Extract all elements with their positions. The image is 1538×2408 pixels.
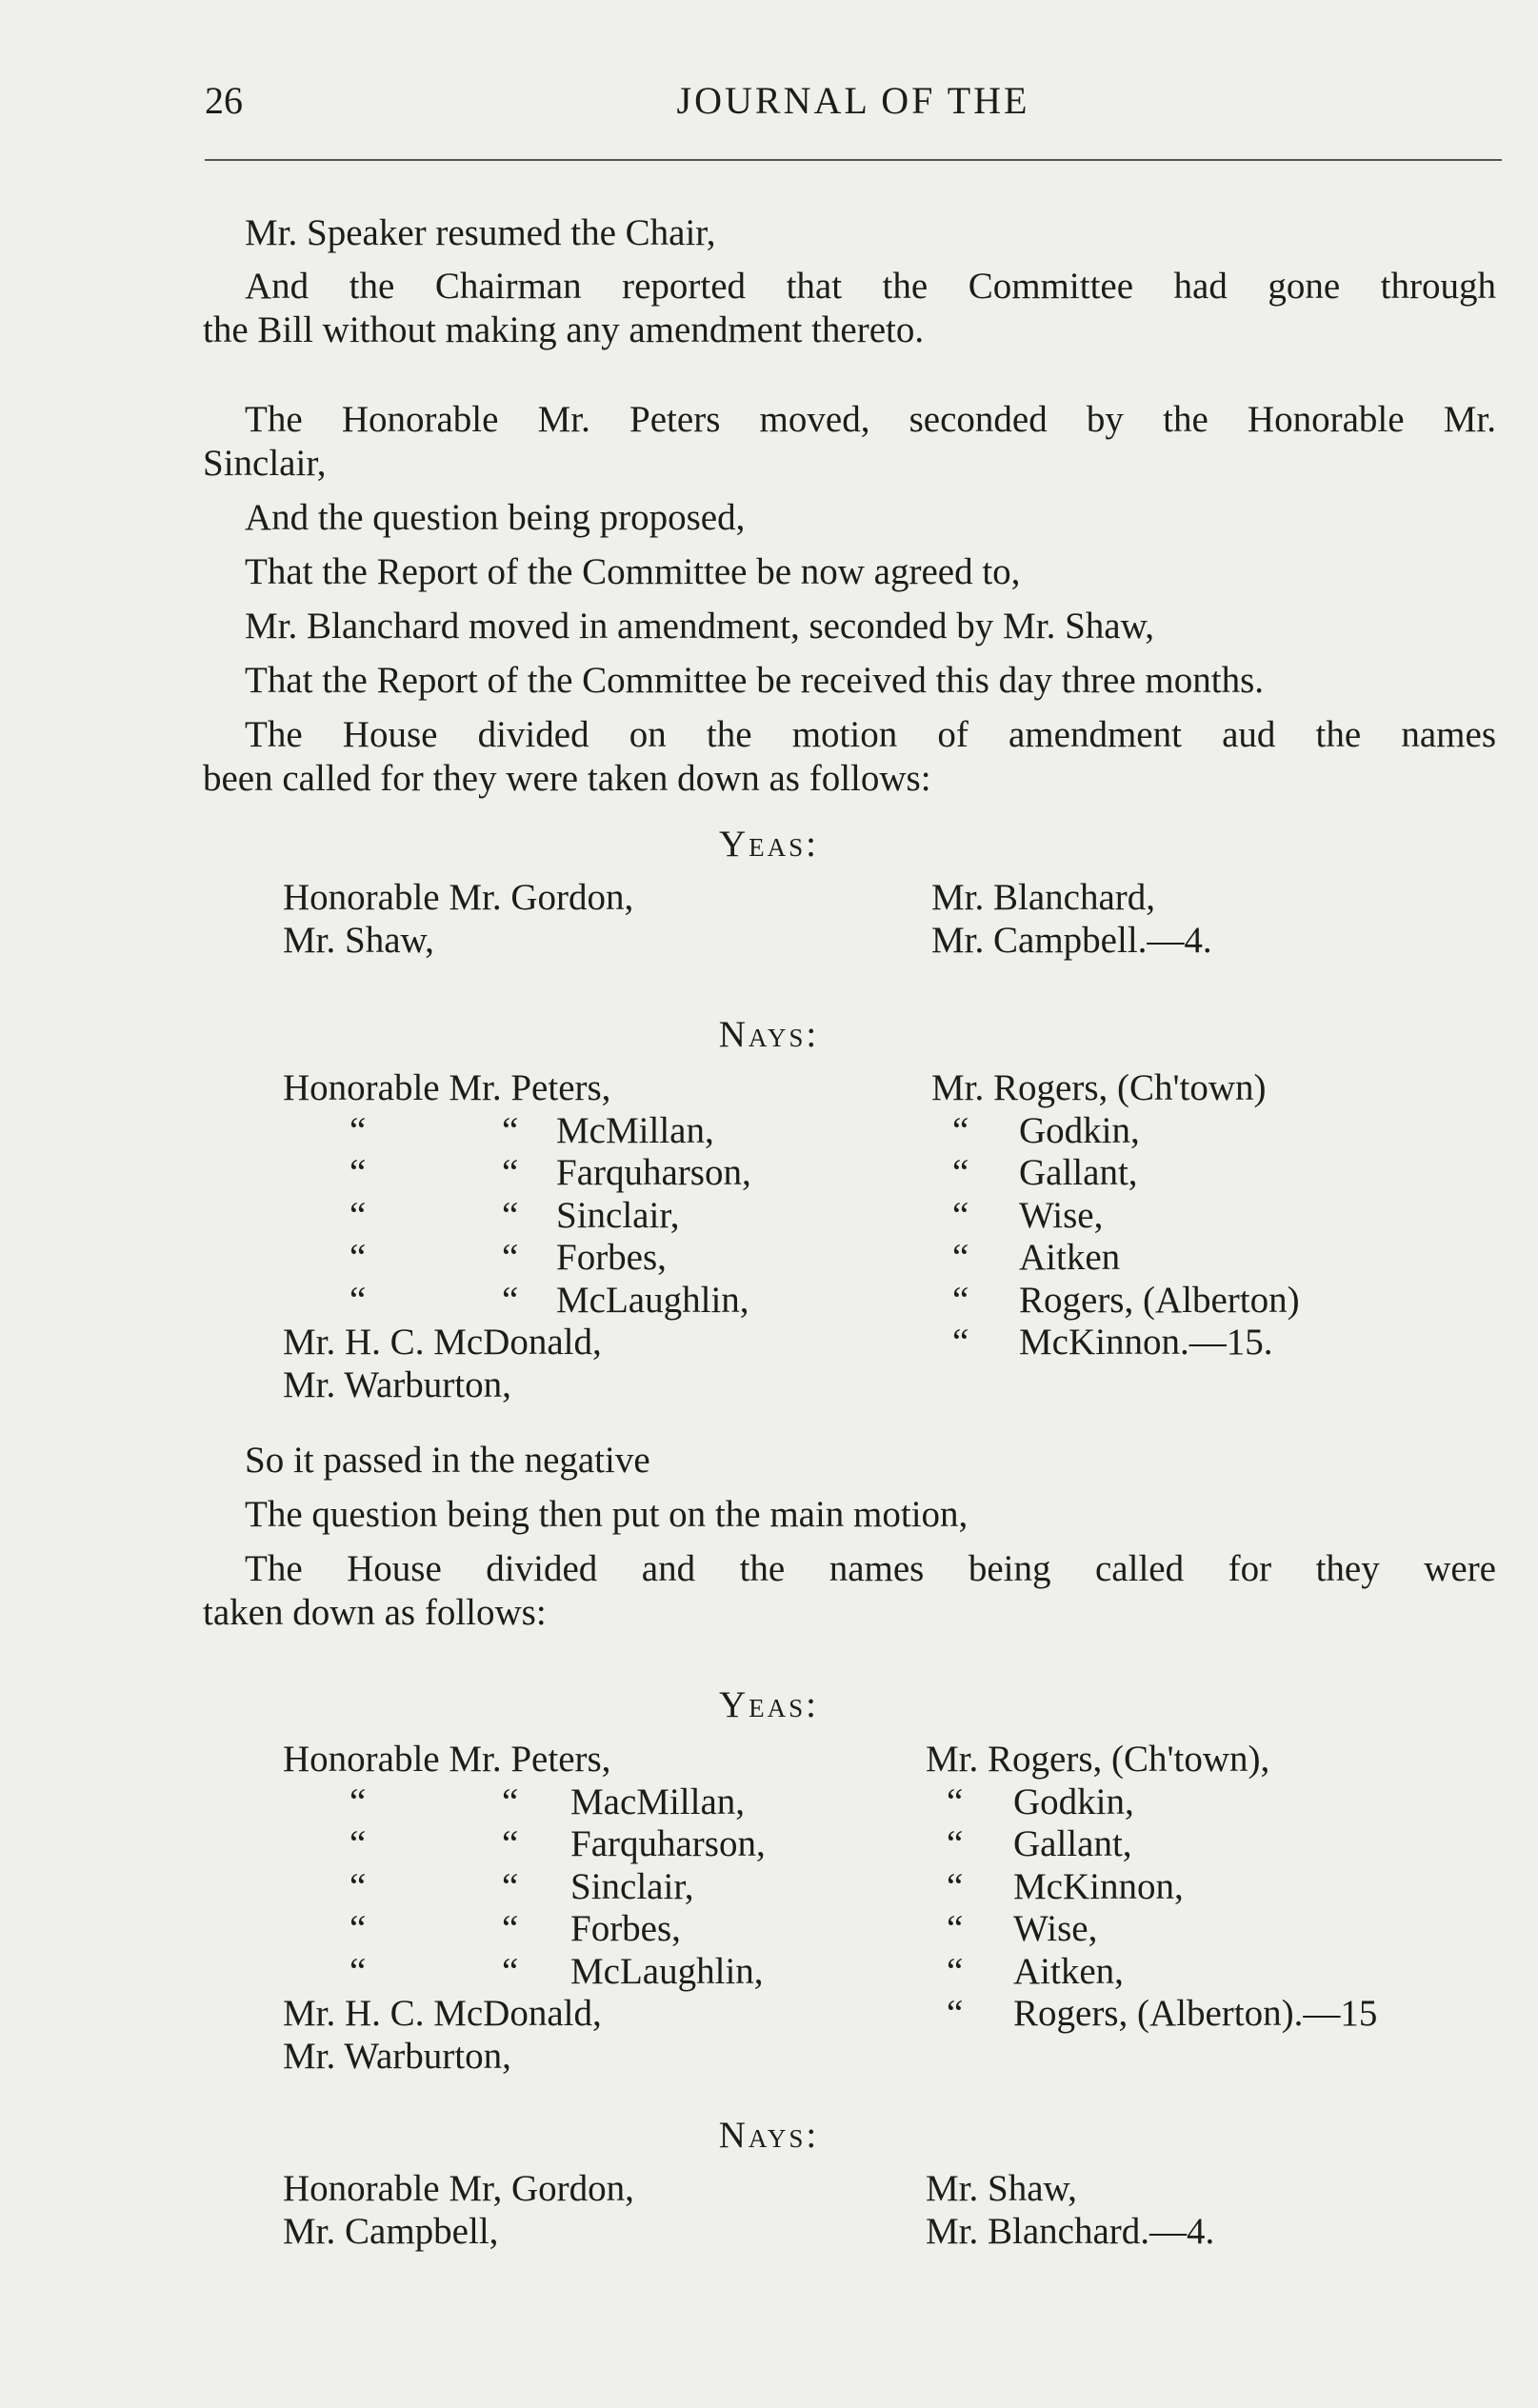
list-item — [283, 1194, 680, 1238]
ditto-mark: “ — [350, 1908, 367, 1949]
ditto-mark: “ — [502, 1781, 519, 1822]
list-item: Mr. Campbell.—4. — [931, 919, 1212, 961]
member-name: McLaughlin, — [556, 1279, 749, 1321]
list-item: Mr. Blanchard, — [931, 877, 1156, 918]
list-item: Mr. Warburton, — [283, 2035, 511, 2077]
ditto-mark: “ — [502, 1865, 519, 1907]
member-name: McMillan, — [556, 1109, 714, 1151]
list-item: Mr. Warburton, — [283, 1363, 511, 1405]
ditto-mark: “ — [947, 1993, 964, 2034]
ditto-mark: “ — [350, 1152, 367, 1193]
ditto-mark: “ — [350, 1194, 367, 1236]
ditto-mark: “ — [947, 1950, 964, 1992]
running-head: JOURNAL OF THE — [676, 79, 1030, 122]
member-name: Sinclair, — [556, 1194, 680, 1236]
ditto-mark: “ — [502, 1237, 519, 1278]
member-name: Rogers, (Alberton) — [1019, 1279, 1300, 1321]
header-rule — [205, 159, 1502, 161]
ditto-mark: “ — [350, 1950, 367, 1992]
page-header — [205, 78, 1502, 135]
list-item — [926, 1993, 1378, 2036]
member-name: Sinclair, — [570, 1865, 694, 1907]
ditto-mark: “ — [502, 1823, 519, 1864]
second-nays-left-column — [283, 2168, 634, 2253]
list-item: Mr. Shaw, — [926, 2168, 1077, 2209]
ditto-mark: “ — [502, 1194, 519, 1236]
ditto-mark: “ — [947, 1865, 964, 1907]
paragraph-report-agreed: That the Report of the Committee be now agreed to, — [245, 551, 1021, 592]
member-name: Aitken — [1019, 1237, 1121, 1278]
list-item — [926, 1908, 1269, 1951]
paragraph-blanchard-amendment: Mr. Blanchard moved in amendment, seconded by Mr. Shaw, — [245, 606, 1154, 647]
first-nays-heading: Nays: — [718, 1014, 820, 1055]
list-item — [931, 1195, 1267, 1238]
ditto-mark: “ — [952, 1152, 969, 1193]
ditto-mark: “ — [952, 1279, 969, 1321]
list-item — [931, 1322, 1273, 1364]
paragraph-house-divided-main-line2: taken down as follows: — [203, 1592, 547, 1633]
ditto-mark: “ — [350, 1823, 367, 1864]
member-name: Gallant, — [1013, 1823, 1132, 1864]
ditto-mark: “ — [952, 1109, 969, 1151]
member-name: McKinnon, — [1013, 1865, 1184, 1907]
paragraph-question-proposed: And the question being proposed, — [245, 497, 746, 538]
list-item — [926, 1866, 1269, 1909]
paragraph-three-months: That the Report of the Committee be received this day three months. — [245, 660, 1265, 701]
page-number: 26 — [205, 79, 243, 122]
list-item: Mr. Blanchard.—4. — [926, 2210, 1215, 2252]
list-item — [283, 1908, 681, 1951]
ditto-mark: “ — [502, 1279, 519, 1321]
member-name: Farquharson, — [556, 1152, 751, 1193]
member-name: Gallant, — [1019, 1152, 1138, 1193]
member-name: Godkin, — [1019, 1109, 1140, 1151]
second-yeas-heading: Yeas: — [718, 1684, 819, 1725]
first-nays-left-column — [283, 1067, 751, 1406]
paragraph-chairman-reported-line1: And the Chairman reported that the Committee had gone through — [245, 266, 1496, 307]
paragraph-peters-moved-line1: The Honorable Mr. Peters moved, seconded by the Honorable Mr. — [245, 399, 1496, 440]
paragraph-house-divided-line1: The House divided on the motion of amendment aud the names — [245, 714, 1496, 755]
paragraph-passed-negative: So it passed in the negative — [245, 1440, 650, 1481]
member-name: Forbes, — [570, 1908, 681, 1949]
list-item: Honorable Mr, Gordon, — [283, 2168, 634, 2209]
second-nays-heading: Nays: — [718, 2115, 820, 2156]
paragraph-peters-moved-line2: Sinclair, — [203, 443, 327, 484]
list-item — [931, 1279, 1300, 1323]
list-item — [283, 1781, 746, 1824]
list-item: Mr. Shaw, — [283, 919, 434, 961]
first-yeas-right-column — [931, 877, 1212, 962]
ditto-mark: “ — [947, 1781, 964, 1822]
list-item — [283, 1865, 694, 1909]
list-item: Honorable Mr. Peters, — [283, 1739, 611, 1780]
second-yeas-right-column — [926, 1739, 1378, 2036]
ditto-mark: “ — [350, 1865, 367, 1907]
list-item: Honorable Mr. Peters, — [283, 1067, 611, 1108]
member-name: McLaughlin, — [570, 1950, 764, 1992]
first-yeas-heading: Yeas: — [718, 824, 819, 865]
first-nays-right-column — [931, 1067, 1300, 1364]
paragraph-house-divided-main-line1: The House divided and the names being called for they were — [245, 1548, 1496, 1589]
member-name: McKinnon.—15. — [1019, 1322, 1273, 1363]
first-yeas-left-column — [283, 877, 633, 962]
list-item — [926, 1781, 1269, 1824]
list-item: Mr. H. C. McDonald, — [283, 1322, 602, 1363]
ditto-mark: “ — [947, 1823, 964, 1864]
member-name: Wise, — [1013, 1908, 1098, 1949]
list-item: Honorable Mr. Gordon, — [283, 877, 634, 918]
list-item — [283, 1237, 667, 1280]
member-name: MacMillan, — [570, 1781, 746, 1822]
paragraph-chairman-reported-line2: the Bill without making any amendment thereto. — [203, 309, 925, 350]
list-item — [283, 1109, 714, 1153]
list-item — [283, 1279, 749, 1323]
ditto-mark: “ — [947, 1908, 964, 1949]
list-item — [931, 1152, 1267, 1195]
second-nays-right-column — [926, 2168, 1214, 2253]
ditto-mark: “ — [502, 1109, 519, 1151]
list-item — [931, 1237, 1267, 1280]
list-item — [283, 1152, 751, 1195]
list-item — [931, 1110, 1267, 1153]
ditto-mark: “ — [952, 1322, 969, 1363]
member-name: Godkin, — [1013, 1781, 1134, 1822]
paragraph-speaker-resumed: Mr. Speaker resumed the Chair, — [245, 212, 716, 253]
second-yeas-left-column — [283, 1739, 766, 2078]
list-item: Mr. Rogers, (Ch'town), — [926, 1739, 1270, 1780]
list-item — [926, 1951, 1269, 1994]
ditto-mark: “ — [350, 1109, 367, 1151]
list-item: Mr. H. C. McDonald, — [283, 1993, 602, 2034]
ditto-mark: “ — [952, 1194, 969, 1236]
member-name: Forbes, — [556, 1237, 667, 1278]
paragraph-main-motion: The question being then put on the main motion, — [245, 1494, 969, 1535]
ditto-mark: “ — [952, 1237, 969, 1278]
member-name: Aitken, — [1013, 1950, 1124, 1992]
list-item — [926, 1823, 1269, 1866]
ditto-mark: “ — [502, 1152, 519, 1193]
list-item: Mr. Rogers, (Ch'town) — [931, 1067, 1267, 1108]
ditto-mark: “ — [350, 1237, 367, 1278]
list-item — [283, 1823, 766, 1866]
member-name: Rogers, (Alberton).—15 — [1013, 1993, 1378, 2034]
member-name: Farquharson, — [570, 1823, 766, 1864]
ditto-mark: “ — [502, 1908, 519, 1949]
list-item — [283, 1950, 764, 1994]
member-name: Wise, — [1019, 1194, 1104, 1236]
ditto-mark: “ — [350, 1279, 367, 1321]
paragraph-house-divided-line2: been called for they were taken down as follows: — [203, 758, 931, 799]
ditto-mark: “ — [350, 1781, 367, 1822]
list-item: Mr. Campbell, — [283, 2210, 499, 2252]
ditto-mark: “ — [502, 1950, 519, 1992]
